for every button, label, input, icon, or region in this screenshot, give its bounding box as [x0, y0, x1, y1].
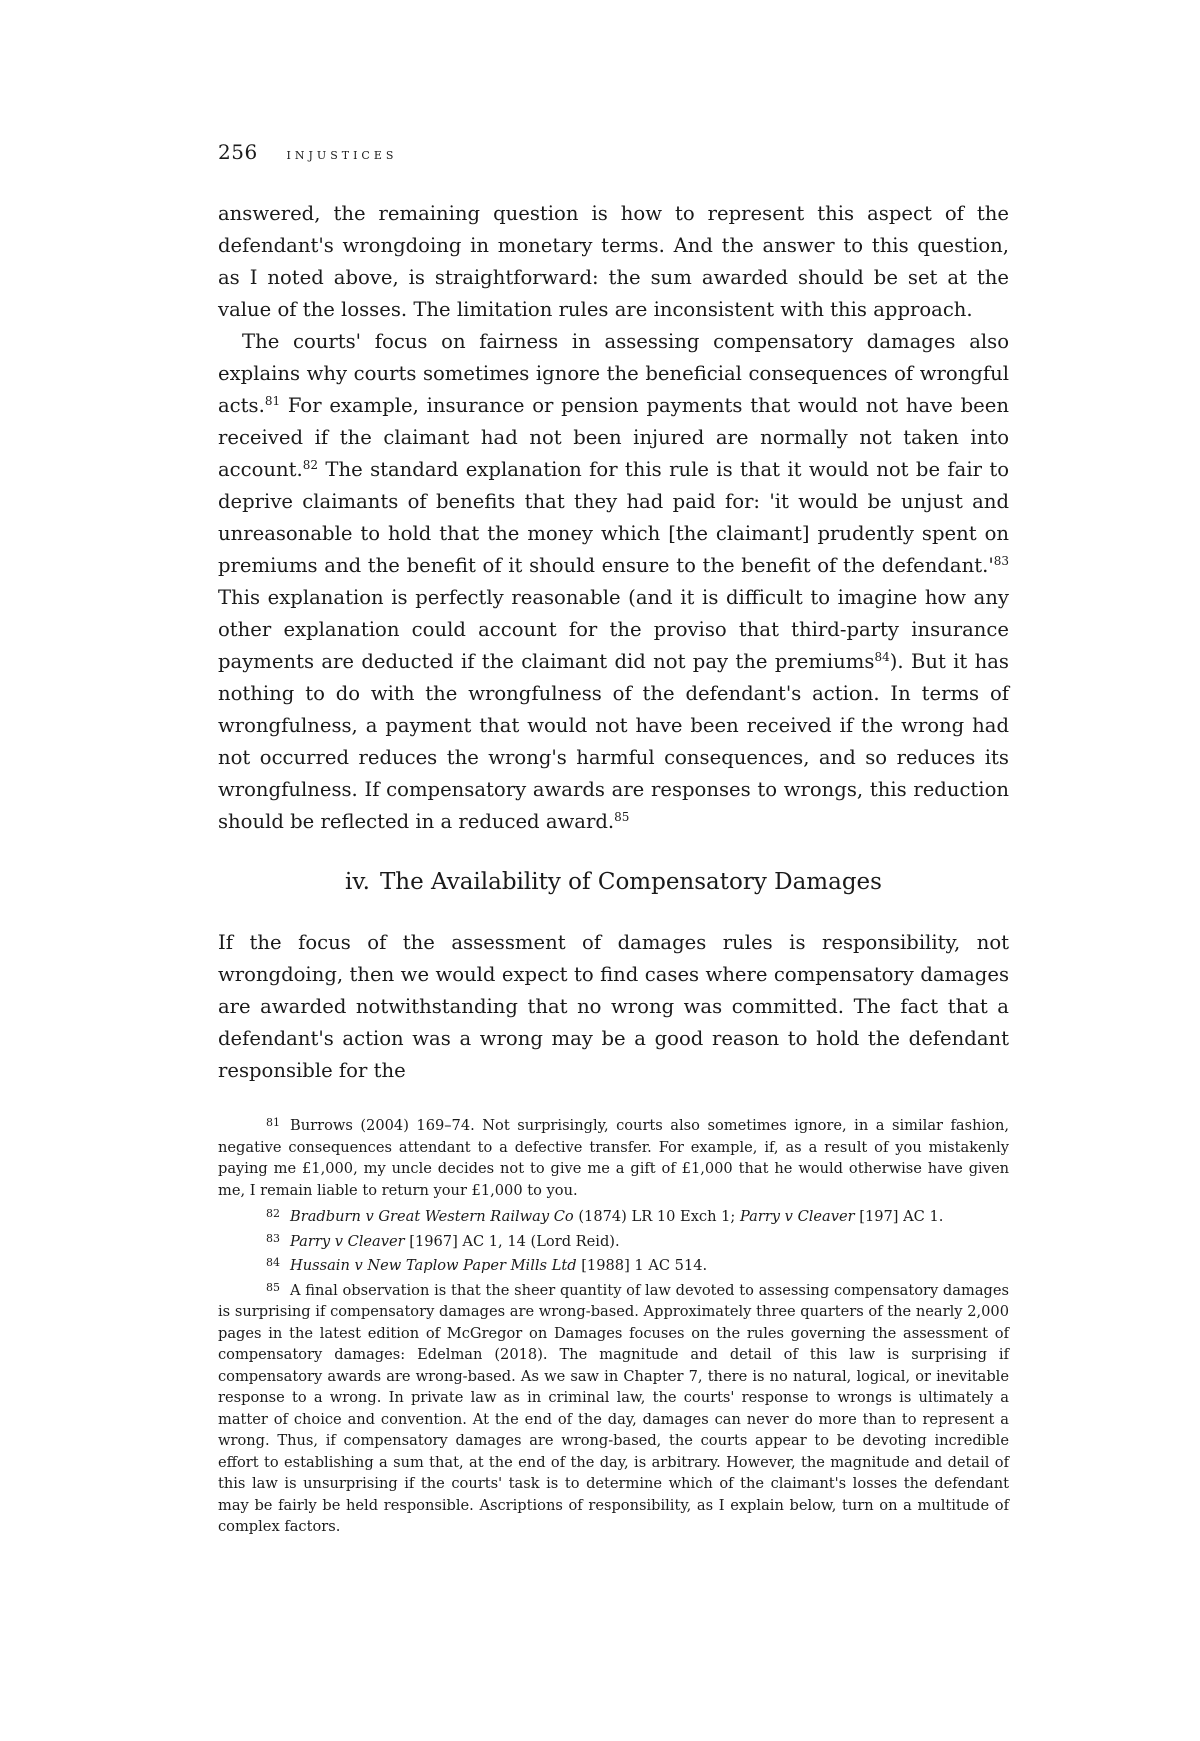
footnotes — [218, 1112, 1009, 1538]
running-head — [218, 140, 397, 164]
section-title: The Availability of Compensatory Damages — [379, 869, 882, 895]
book-title: injustices — [286, 145, 398, 163]
section-text — [218, 927, 1009, 1087]
paragraph-continued: answered, the remaining question is how to represent this aspect of the defendant's wrongdoing in monetary terms. And the answer to this question, as I noted above, is straightforward: the sum awarded should be set at the value of the losses. The limitation rules are inconsistent with this approach. — [218, 202, 1009, 321]
footnote-ref-81[interactable]: 81 — [264, 394, 281, 408]
footnote-ref-83[interactable]: 83 — [993, 554, 1009, 568]
main-text — [218, 198, 1009, 838]
section-number: iv. — [345, 869, 370, 895]
footnote-85: 85 A final observation is that the sheer quantity of law devoted to assessing compensatory damages is surprising if compensatory damages are wrong-based. Approximately three quarters of the nearly 2,000 pages in the latest edition of McGregor on Damages focuses on the rules governing the assessment of compensatory damages: Edelman (2018). The magnitude and detail of this law is surprising if compensatory awards are wrong-based. As we saw in Chapter 7, there is no natural, logical, or inevitable response to a wrong. In private law as in criminal law, the courts' response to wrongs is ultimately a matter of choice and convention. At the end of the day, damages can never do more than to represent a wrong. Thus, if compensatory damages are wrong-based, the courts appear to be devoting incredible effort to establishing a sum that, at the end of the day, is arbitrary. However, the magnitude and detail of this law is unsurprising if the courts' task is to determine which of the claimant's losses the defendant may be fairly be held responsible. Ascriptions of responsibility, as I explain below, turn on a multitude of complex factors. — [218, 1280, 1009, 1535]
section-heading — [218, 866, 1009, 898]
footnote-ref-82[interactable]: 82 — [302, 458, 319, 472]
footnote-81: 81 Burrows (2004) 169–74. Not surprisingly, courts also sometimes ignore, in a similar fashion, negative consequences attendant to a defective transfer. For example, if, as a result of you mistakenly paying me £1,000, my uncle decides not to give me a gift of £1,000 that he would otherwise have given me, I remain liable to return your £1,000 to you. — [218, 1116, 1009, 1199]
section-paragraph: If the focus of the assessment of damages rules is responsibility, not wrongdoing, then we would expect to find cases where compensatory damages are awarded notwithstanding that no wrong was committed. The fact that a defendant's action was a wrong may be a good reason to hold the defendant responsible for the — [218, 931, 1009, 1082]
footnote-ref-84[interactable]: 84 — [874, 650, 890, 664]
footnote-83: 83 Parry v Cleaver [1967] AC 1, 14 (Lord Reid). — [266, 1231, 620, 1250]
footnote-ref-85[interactable]: 85 — [614, 810, 630, 824]
footnote-84: 84 Hussain v New Taplow Paper Mills Ltd [1988] 1 AC 514. — [266, 1256, 708, 1274]
page-number: 256 — [218, 140, 258, 164]
footnote-82: 82 Bradburn v Great Western Railway Co (1874) LR 10 Exch 1; Parry v Cleaver [197] AC 1. — [266, 1207, 944, 1225]
paragraph-fairness: The courts' focus on fairness in assessing compensatory damages also explains why courts sometimes ignore the beneficial consequences of wrongful acts.$^{81}$ For example, insurance or pension payments that would not have been received if the claimant had not been injured are normally not taken into account.$^{82}$ The standard explanation for this rule is that it would not be fair to deprive claimants of benefits that they had paid for: 'it would be unjust and unreasonable to hold that the money which [the claimant] prudently spent on premiums and the benefit of it should ensure to the benefit of the $defendant.'^{83}$ This explanation is perfectly reasonable (and it is difficult to imagine how any other explanation could account for the proviso that third-party insurance payments are deducted if the claimant did not pay the premiums$^{84}$). But it has nothing to do with the wrongfulness of the defendant's action. In terms of wrongfulness, a payment that would not have been received if the wrong had not occurred reduces the wrong's harmful consequences, and so reduces its wrongfulness. If compensatory awards are responses to wrongs, this reduction should be reflected in a reduced award.$^{85}$ — [218, 330, 1009, 833]
